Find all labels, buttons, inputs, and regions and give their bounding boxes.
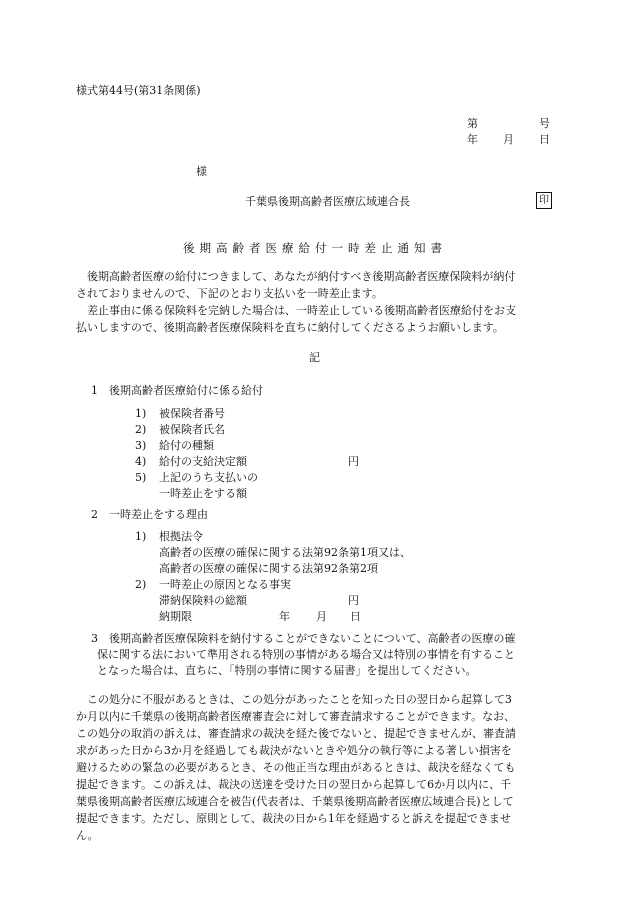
appeal-line: 葉県後期高齢者医療広域連合を被告(代表者は、千葉県後期高齢者医療広域連合長)として <box>76 795 514 808</box>
section3-line: 3 後期高齢者医療保険料を納付することができないことについて、高齢者の医療の確 <box>91 632 516 645</box>
appeal-line: 求があった日から3か月を経過しても裁決がないときや処分の執行等による著しい損害を <box>76 744 512 757</box>
section2-item-num: 1) <box>135 530 147 543</box>
addressee-suffix: 様 <box>196 165 207 178</box>
appeal-line: この処分に不服があるときは、この処分があったことを知った日の翌日から起算して3 <box>76 693 512 706</box>
deadline-label: 納期限 <box>159 610 192 623</box>
benefit-amount-label: 給付の支給決定額 <box>159 455 247 468</box>
section2-heading: 2 一時差止をする理由 <box>91 508 208 521</box>
section1-item-num: 4) <box>135 455 147 468</box>
section3-line: 保に関する法において準用される特別の事情がある場合又は特別の事情を有すること <box>97 648 515 661</box>
appeal-line: 提起できます。ただし、原則として、裁決の日から1年を経過すると訴えを提起できませ <box>76 812 511 825</box>
appeal-line: 提起できます。この訴えは、裁決の送達を受けた日の翌日から起算して6か月以内に、千 <box>76 778 512 791</box>
legal-basis-text: 高齢者の医療の確保に関する法第92条第1項又は、 <box>159 546 411 559</box>
section1-item-num: 2) <box>135 423 147 436</box>
intro-line: 払いしますので、後期高齢者医療保険料を直ちに納付してくださるようお願いします。 <box>76 321 504 334</box>
suspended-amount-label: 上記のうち支払いの <box>159 471 258 484</box>
section1-item-num: 1) <box>135 407 147 420</box>
section1-heading: 1 後期高齢者医療給付に係る給付 <box>91 384 263 397</box>
intro-line: 後期高齢者医療の給付につきまして、あなたが納付すべき後期高齢者医療保険料が納付 <box>76 270 516 283</box>
section3-line: となった場合は、直ちに、「特別の事情に関する届書」を提出してください。 <box>97 664 477 677</box>
legal-basis-text: 高齢者の医療の確保に関する法第92条第2項 <box>159 562 378 575</box>
deadline-day-label: 日 <box>350 610 361 623</box>
intro-paragraph <box>76 268 556 336</box>
appeal-line: ん。 <box>76 829 99 842</box>
unpaid-total-label: 滞納保険料の総額 <box>159 594 247 607</box>
legal-basis-label: 根拠法令 <box>159 530 203 543</box>
section1-item-num: 5) <box>135 471 147 484</box>
document-title: 後期高齢者医療給付一時差止通知書 <box>183 241 447 255</box>
document-number-suffix: 号 <box>539 117 550 130</box>
date-month-label: 月 <box>503 133 514 146</box>
date-day-label: 日 <box>539 133 550 146</box>
cause-fact-label: 一時差止の原因となる事実 <box>159 578 291 591</box>
section1-item-num: 3) <box>135 439 147 452</box>
insured-name-label: 被保険者氏名 <box>159 423 225 436</box>
intro-line: 差止事由に係る保険料を完納した場合は、一時差止している後期高齢者医療給付をお支 <box>76 304 516 317</box>
issuer-name: 千葉県後期高齢者医療広域連合長 <box>245 195 410 208</box>
section2-item-num: 2) <box>135 578 147 591</box>
intro-line: されておりませんので、下記のとおり支払いを一時差止ます。 <box>76 287 383 300</box>
seal-stamp: 印 <box>536 192 552 209</box>
appeal-line: 避けるための緊急の必要があるとき、その他正当な理由があるときは、裁決を経なくても <box>76 761 516 774</box>
benefit-amount-unit: 円 <box>348 455 359 468</box>
ki-heading: 記 <box>309 351 320 364</box>
deadline-month-label: 月 <box>316 610 327 623</box>
suspended-amount-label-line2: 一時差止をする額 <box>159 487 247 500</box>
appeal-notice <box>76 691 556 844</box>
deadline-year-label: 年 <box>279 610 290 623</box>
date-year-label: 年 <box>467 133 478 146</box>
insured-number-label: 被保険者番号 <box>159 407 225 420</box>
appeal-line: この処分の取消の訴えは、審査請求の裁決を経た後でないと、提起できませんが、審査請 <box>76 727 516 740</box>
benefit-type-label: 給付の種類 <box>159 439 214 452</box>
form-number: 様式第44号(第31条関係) <box>76 84 201 97</box>
document-number-label: 第 <box>467 117 478 130</box>
unpaid-total-unit: 円 <box>348 594 359 607</box>
appeal-line: か月以内に千葉県の後期高齢者医療審査会に対して審査請求することができます。なお、 <box>76 710 516 723</box>
